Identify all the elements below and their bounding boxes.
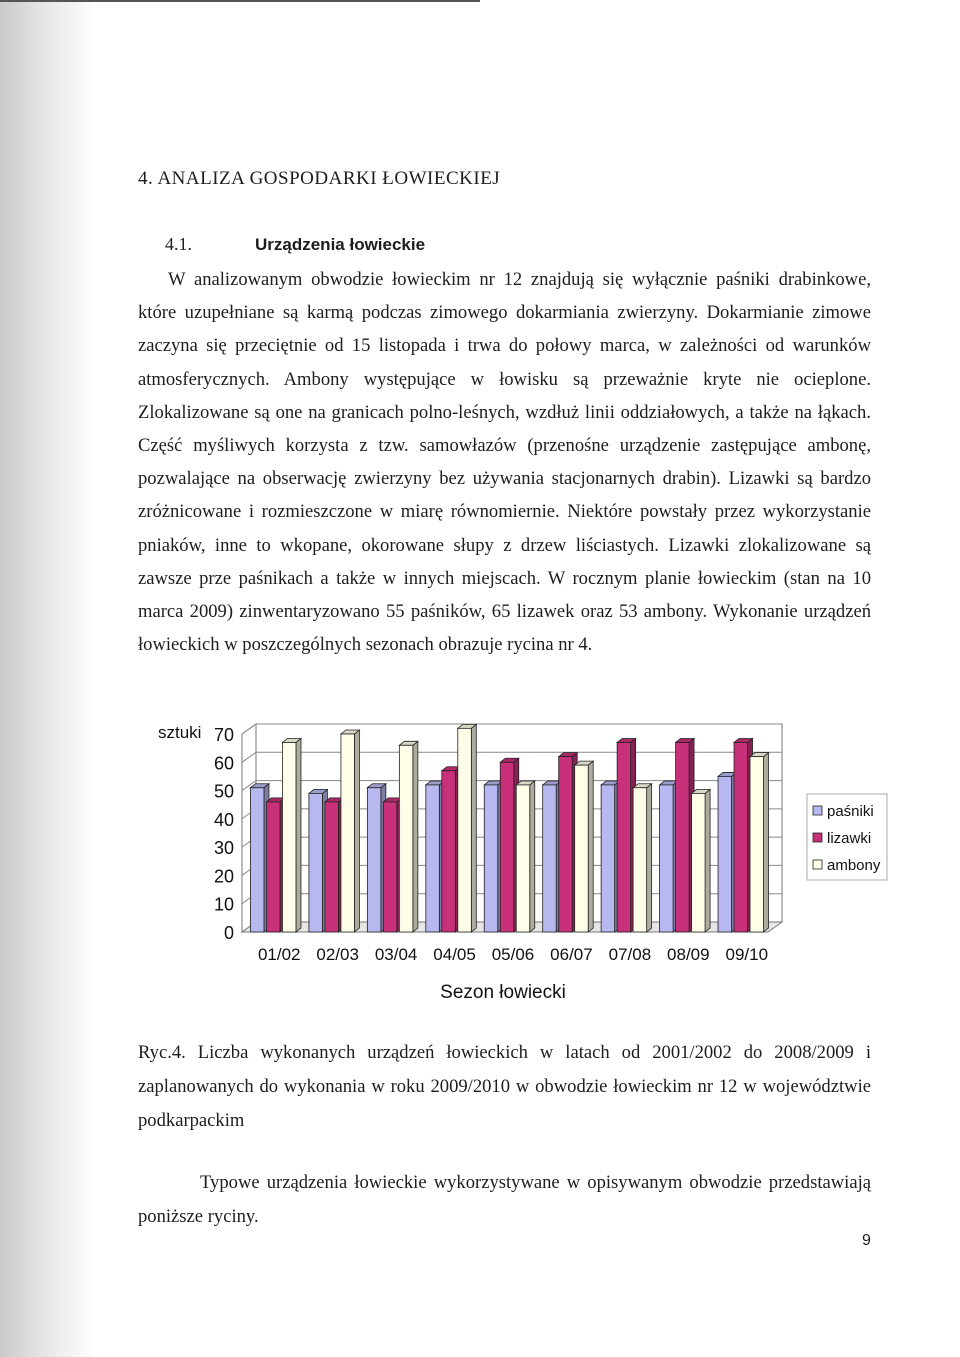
binding-shadow: [0, 0, 95, 1357]
bar: [543, 785, 557, 932]
bar: [734, 742, 748, 932]
y-tick-label: 30: [213, 838, 234, 859]
section-heading: [165, 234, 425, 255]
y-axis-label: sztuki: [158, 723, 202, 742]
x-tick-label: 05/06: [491, 945, 535, 964]
bar-side: [647, 784, 652, 932]
chapter-title: 4. ANALIZA GOSPODARKI ŁOWIECKIEJ: [138, 168, 501, 189]
x-tick-label: 09/10: [725, 945, 769, 964]
bar: [341, 734, 355, 932]
bar: [309, 793, 323, 932]
legend-swatch: [813, 806, 822, 815]
chart-legend: [807, 794, 887, 880]
bar: [633, 788, 647, 932]
bar-side: [588, 761, 593, 932]
x-axis-ticks: [258, 945, 768, 964]
x-axis-label: Sezon łowiecki: [440, 982, 566, 1003]
bar: [601, 785, 615, 932]
bar: [458, 728, 472, 932]
x-tick-label: 03/04: [374, 945, 418, 964]
y-tick-label: 10: [213, 894, 234, 915]
bar: [500, 762, 514, 932]
top-rule: [0, 0, 480, 2]
body-paragraph: [138, 263, 871, 661]
bar: [266, 802, 280, 932]
bar: [442, 771, 456, 932]
y-axis-ticks: [214, 725, 234, 943]
x-tick-label: 01/02: [257, 945, 301, 964]
bar: [484, 785, 498, 932]
bar: [559, 757, 573, 932]
x-tick-label: 04/05: [433, 945, 476, 964]
bar-side: [354, 730, 359, 932]
y-tick-label: 60: [213, 753, 234, 774]
bar: [575, 765, 589, 932]
x-tick-label: 08/09: [667, 945, 710, 964]
closing-paragraph: [138, 1166, 871, 1234]
figure-caption: Ryc.4. Liczba wykonanych urządzeń łowieckich w latach od 2001/2002 do 2008/2009 i zaplanowanych do wykonania w roku 2009/2010 w obwodzie łowieckim nr 12 w województwie podkarpackim: [138, 1042, 871, 1131]
bar-side: [471, 724, 476, 932]
bar: [383, 802, 397, 932]
y-tick-label: 40: [213, 809, 234, 830]
bar-side: [764, 753, 769, 932]
bar: [426, 785, 440, 932]
bar-side: [413, 741, 418, 932]
bar: [367, 788, 381, 932]
legend-label: lizawki: [827, 830, 872, 847]
x-tick-label: 06/07: [550, 945, 593, 964]
legend-label: paśniki: [827, 803, 874, 820]
legend-swatch: [813, 860, 822, 869]
bar-side: [296, 738, 301, 932]
closing-text: Typowe urządzenia łowieckie wykorzystywane w opisywanym obwodzie przedstawiają poniższe ryciny.: [138, 1172, 871, 1227]
y-tick-label: 20: [213, 866, 234, 887]
bar: [676, 742, 690, 932]
page-number: 9: [862, 1232, 871, 1249]
bar: [750, 757, 764, 932]
legend-swatch: [813, 833, 822, 842]
x-tick-label: 07/08: [608, 945, 652, 964]
y-tick-label: 50: [213, 781, 234, 802]
legend-label: ambony: [827, 857, 881, 874]
bar: [250, 788, 264, 932]
chart-container: [140, 712, 900, 1012]
bar: [399, 745, 413, 932]
y-tick-label: 0: [223, 923, 234, 943]
section-number: 4.1.: [165, 234, 192, 254]
body-text: W analizowanym obwodzie łowieckim nr 12 znajdują się wyłącznie paśniki drabinkowe, które uzupełniane są karmą podczas zimowego dokarmiania zwierzyny. Dokarmianie zimowe zaczyna się przeciętnie od 15 listopada i trwa do połowy marca, w zależności od warunków atmosferycznych. Ambony występujące w łowisku są przeważnie kryte nie ocieplone. Zlokalizowane są one na granicach polno-leśnych, wzdłuż linii oddziałowych, a także na łąkach. Część myśliwych korzysta z tzw. samowłazów (przenośne urządzenie zastępujące ambonę, pozwalające na obserwację zwierzyny bez używania stacjonarnych drabin). Lizawki są bardzo zróżnicowane i rozmieszczone w miarę równomiernie. Niektóre powstały przez wykorzystanie pniaków, inne to wkopane, okorowane słupy z drzew liściastych. Lizawki zlokalizowane są zawsze prze paśnikach a także w innych miejscach. W rocznym planie łowieckim (stan na 10 marca 2009) zinwentaryzowano 55 paśników, 65 lizawek oraz 53 ambony. Wykonanie urządzeń łowieckich w poszczególnych sezonach obrazuje rycina nr 4.: [138, 269, 871, 656]
bar: [325, 802, 339, 932]
bar-side: [530, 781, 535, 932]
section-title: Urządzenia łowieckie: [255, 235, 426, 254]
bar-chart: [140, 712, 900, 1012]
x-tick-label: 02/03: [316, 945, 359, 964]
bar: [516, 785, 530, 932]
bar: [692, 793, 706, 932]
bar-side: [705, 789, 710, 932]
bar: [718, 776, 732, 932]
bar: [660, 785, 674, 932]
bar: [617, 742, 631, 932]
y-tick-label: 70: [213, 725, 234, 745]
bar: [282, 742, 296, 932]
